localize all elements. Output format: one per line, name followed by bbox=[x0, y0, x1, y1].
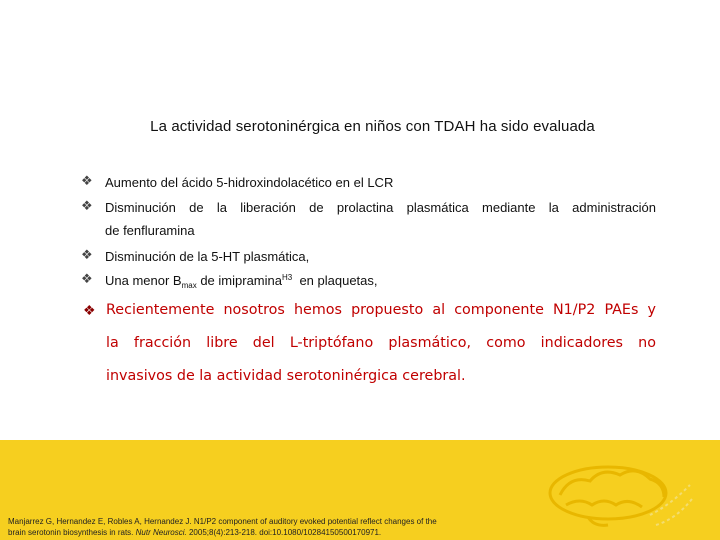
imipramina-text: de imipramina bbox=[196, 273, 282, 288]
highlight-line: Recientemente nosotros hemos propuesto al componente N1/P2 PAEs y bbox=[106, 302, 656, 318]
highlight-line: invasivos de la actividad serotoninérgica cerebral. bbox=[106, 368, 466, 384]
bullet-text bbox=[105, 200, 656, 238]
citation-text: brain serotonin biosynthesis in rats. bbox=[8, 528, 136, 537]
plaquetas-text: en plaquetas, bbox=[292, 273, 378, 288]
bullet-text: Aumento del ácido 5-hidroxindolacético en el LCR bbox=[105, 175, 394, 190]
diamond-bullet-icon: ❖ bbox=[81, 271, 93, 286]
highlight-line: la fracción libre del L-triptófano plasmático, como indicadores no bbox=[106, 335, 656, 351]
bullet-text: Disminución de la 5-HT plasmática, bbox=[105, 249, 310, 264]
citation-journal: Nutr Neurosci. bbox=[135, 528, 187, 537]
diamond-bullet-icon: ❖ bbox=[81, 173, 93, 188]
citation-text: 2005;8(4):213-218. doi:10.1080/10284150500170971. bbox=[186, 528, 382, 537]
diamond-bullet-icon: ❖ bbox=[81, 247, 93, 262]
citation-line: Manjarrez G, Hernandez E, Robles A, Hernandez J. N1/P2 component of auditory evoked potential reflect changes of the bbox=[8, 517, 437, 526]
h3-superscript: H3 bbox=[281, 273, 293, 282]
bmax-subscript: max bbox=[181, 281, 197, 290]
brain-icon bbox=[530, 455, 700, 535]
bmax-prefix: Una menor B bbox=[105, 273, 182, 288]
citation-line bbox=[8, 527, 508, 538]
bullet-text-line: de fenfluramina bbox=[105, 223, 195, 238]
diamond-bullet-icon: ❖ bbox=[81, 198, 93, 213]
bullet-text-line: Disminución de la liberación de prolactina plasmática mediante la administración bbox=[105, 200, 656, 215]
bullet-text bbox=[105, 273, 378, 290]
slide-title: La actividad serotoninérgica en niños con TDAH ha sido evaluada bbox=[150, 118, 595, 135]
citation bbox=[8, 516, 508, 538]
diamond-bullet-icon: ❖ bbox=[83, 302, 96, 318]
